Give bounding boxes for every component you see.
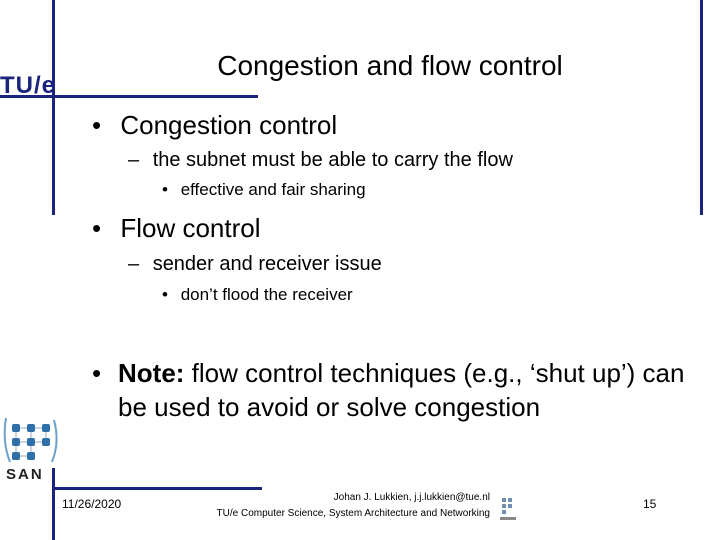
note-body [118,356,692,424]
san-logo-text: SAN [6,466,44,483]
sub-bullet-subnet [128,149,513,172]
bullet-marker: • [92,110,102,140]
sub-sub-bullet-flood [162,285,353,305]
tue-logo: TU/e [0,72,57,99]
bullet-congestion-control [92,110,337,141]
bullet-flow-control [92,213,261,244]
footer-icon [498,496,520,522]
sub-sub-bullet-text: effective and fair sharing [180,180,366,199]
footer-author: Johan J. Lukkien, j.j.lukkien@tue.nl [333,492,490,503]
note-bullet [92,356,692,424]
page-number: 15 [643,497,657,511]
footer-affiliation: TU/e Computer Science, System Architecture and Networking [216,508,490,519]
frame-footer-line [52,487,262,490]
bullet-marker: • [92,358,102,388]
frame-left-line [52,0,55,215]
san-logo [0,412,62,484]
note-label: Note: [118,358,185,388]
sub-sub-bullet-text: don’t flood the receiver [180,285,353,304]
san-small-icon [498,496,520,522]
bullet-text: Congestion control [120,110,338,140]
sub-bullet-text: sender and receiver issue [152,253,382,275]
sub-sub-bullet-sharing [162,180,366,200]
note-text: flow control techniques (e.g., ‘shut up’) can be used to avoid or solve congestion [118,358,685,422]
bullet-marker: • [162,285,168,304]
sub-bullet-text: the subnet must be able to carry the flow [152,149,513,171]
bullet-marker: • [162,180,168,199]
frame-right-line [700,0,703,215]
dash-marker: – [128,149,140,171]
sub-bullet-sender-receiver [128,253,382,276]
bullet-marker: • [92,213,102,243]
bullet-text: Flow control [120,213,261,243]
footer-date: 11/26/2020 [62,497,122,511]
dash-marker: – [128,253,140,275]
san-network-icon [0,412,62,468]
slide-title: Congestion and flow control [217,50,563,81]
